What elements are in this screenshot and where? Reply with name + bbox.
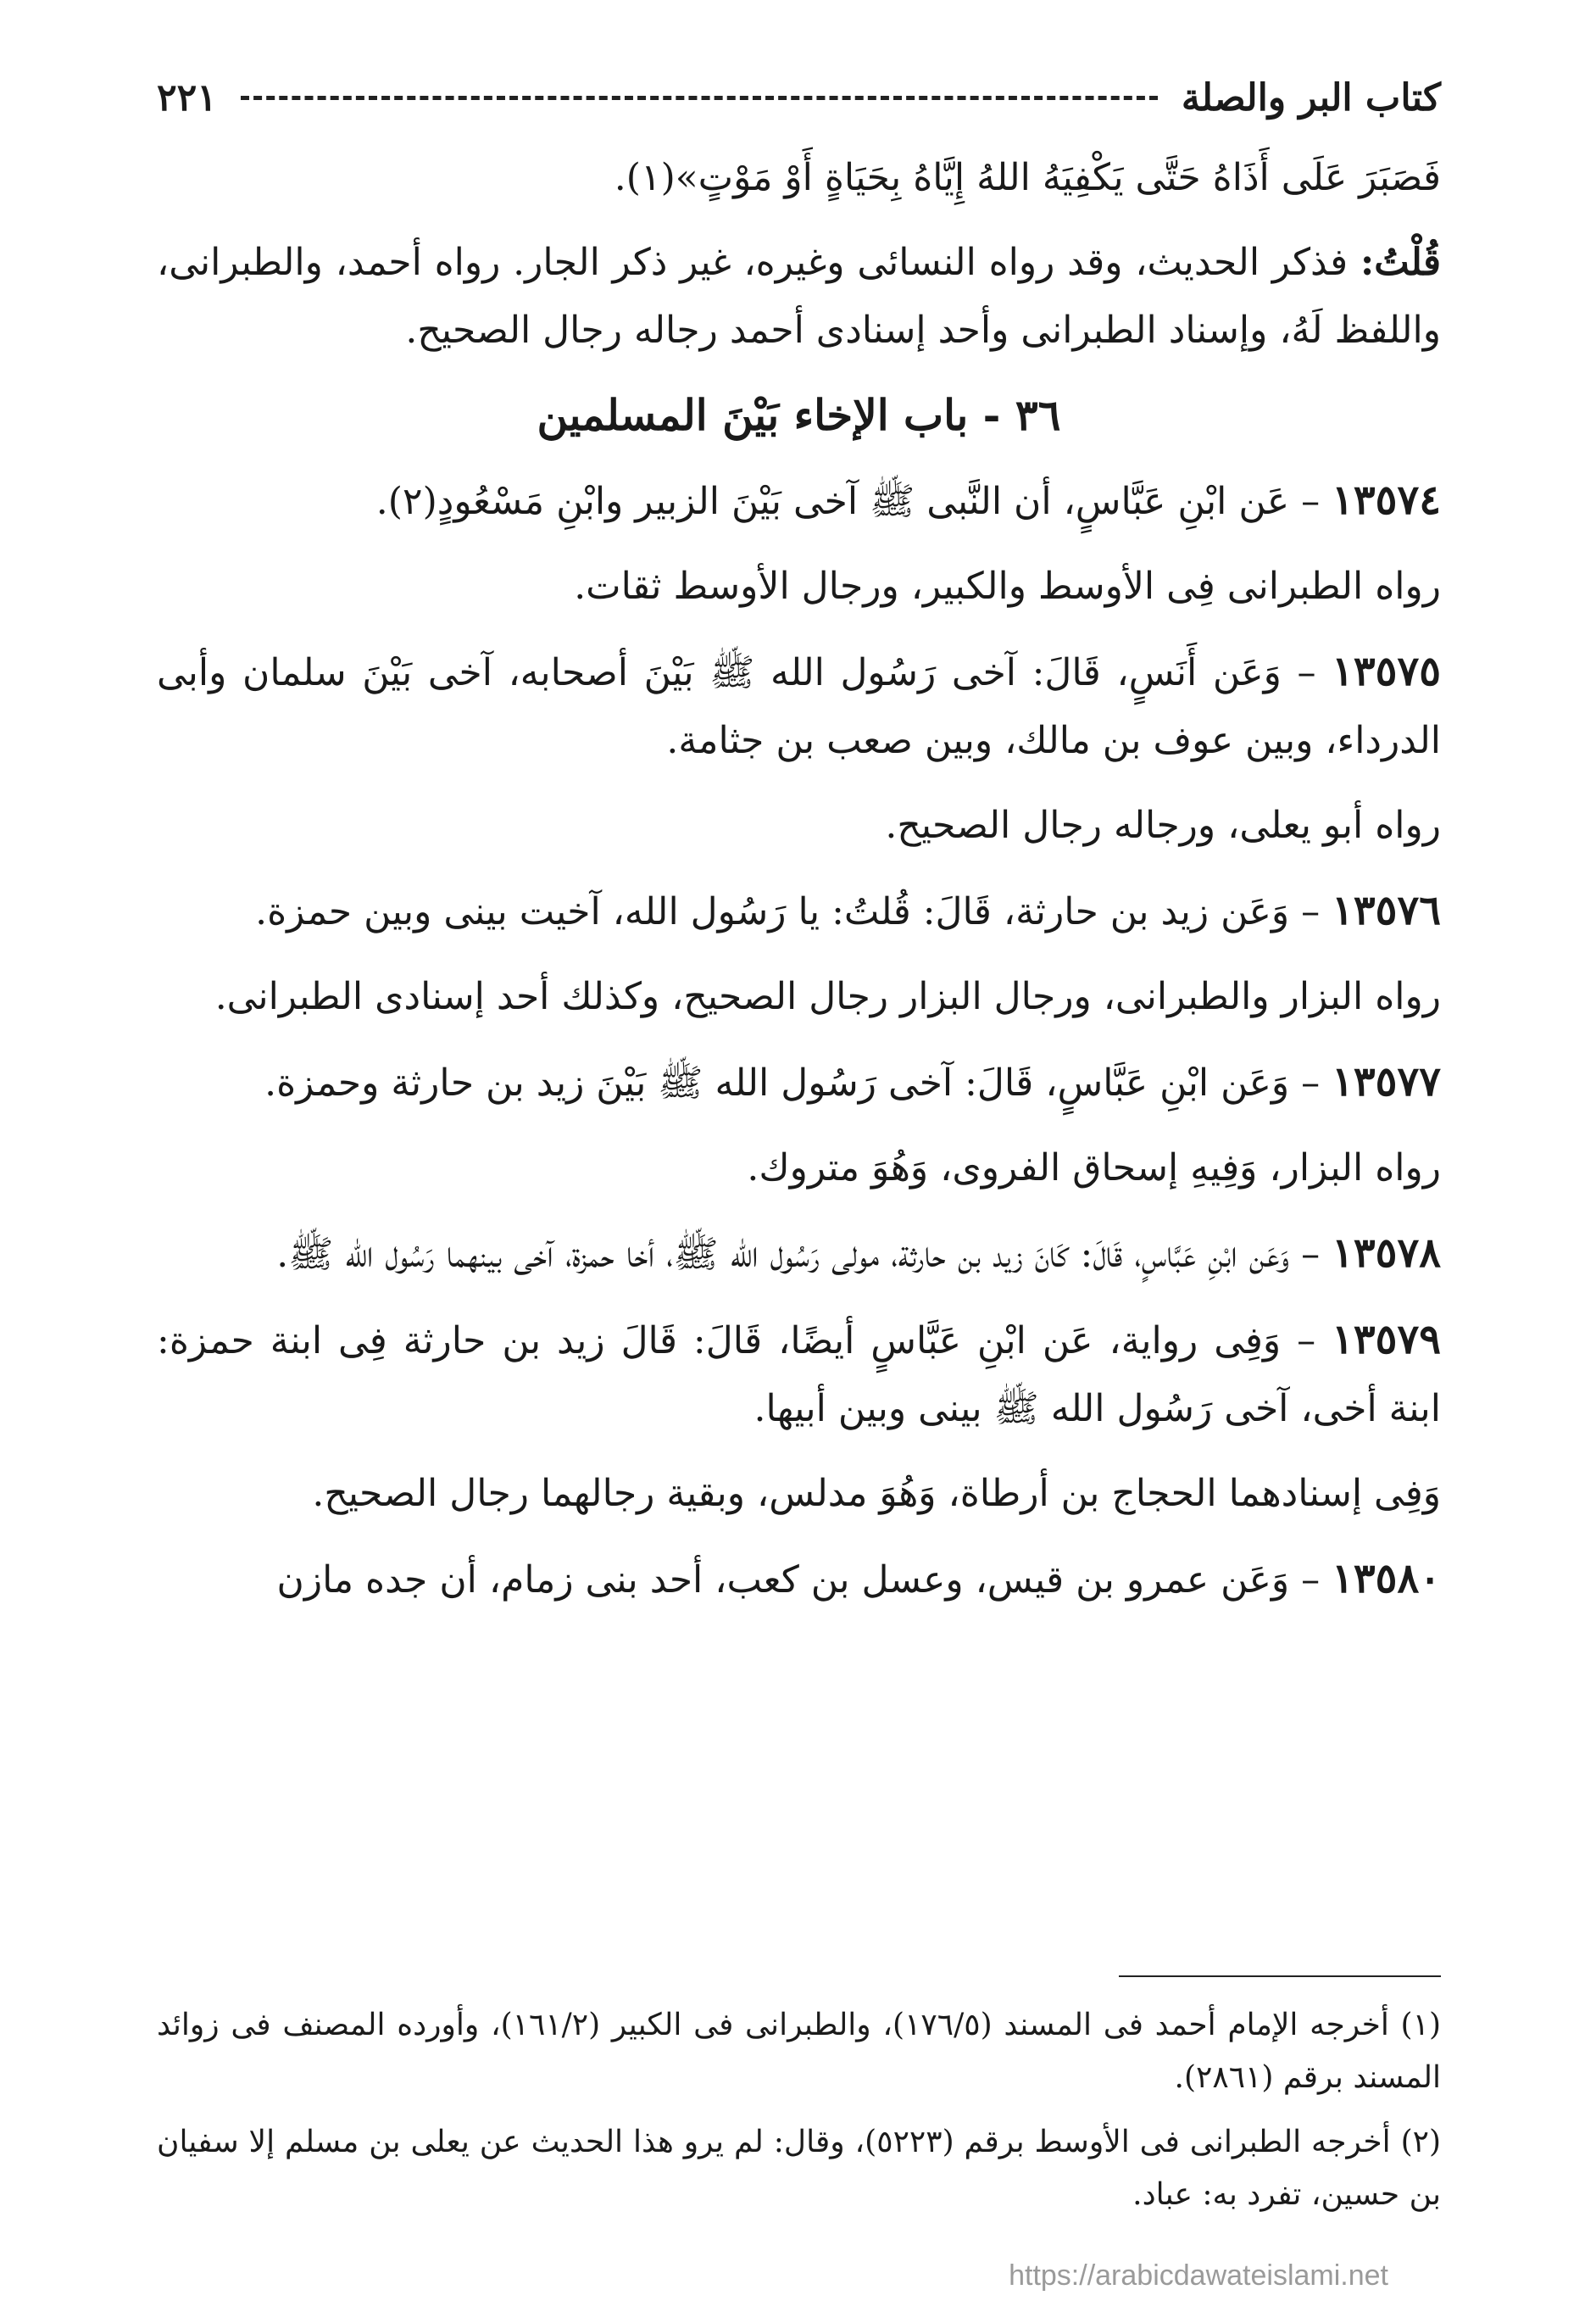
footnotes	[157, 1975, 1441, 2233]
narration-note: وَفِى إسنادهما الحجاج بن أرطاة، وَهُوَ مدلس، وبقية رجالهما رجال الصحيح.	[312, 1472, 1441, 1515]
footnote-1: (١) أخرجه الإمام أحمد فى المسند (١٧٦/٥)، والطبرانى فى الكبير (١٦١/٢)، وأورده المصنف فى زوائد المسند برقم (٢٨٦١).	[157, 2008, 1441, 2095]
hadith-text: – وَعَن ابْنِ عَبَّاسٍ، قَالَ: آخى رَسُول الله ﷺ بَيْنَ زيد بن حارثة وحمزة.	[264, 1061, 1332, 1105]
header-divider	[241, 96, 1158, 100]
narration-note: رواه أبو يعلى، ورجاله رجال الصحيح.	[885, 804, 1441, 847]
text-paragraph: فَصَبَرَ عَلَى أَذَاهُ حَتَّى يَكْفِيَهُ اللهُ إِيَّاهُ بِحَيَاةٍ أَوْ مَوْتٍ»(١).	[614, 156, 1441, 199]
page-header	[157, 59, 1441, 136]
hadith-number: ١٣٥٧٨	[1332, 1229, 1441, 1277]
chapter-heading: ٣٦ - باب الإخاء بَيْنَ المسلمين	[537, 390, 1061, 440]
footnote-rule	[1119, 1975, 1441, 1977]
text-paragraph	[157, 229, 1441, 365]
hadith-13577	[157, 1048, 1441, 1117]
hadith-number: ١٣٥٧٩	[1332, 1316, 1441, 1363]
narration-note: رواه البزار والطبرانى، ورجال البزار رجال الصحيح، وكذلك أحد إسنادى الطبرانى.	[214, 975, 1441, 1018]
hadith-text: – وَعَن ابْنِ عَبَّاسٍ، قَالَ: كَانَ زيد بن حارثة، مولى رَسُول الله ﷺ، أخا حمزة، آخى بينهما رَسُول الله ﷺ.	[276, 1233, 1332, 1276]
hadith-number: ١٣٥٧٧	[1332, 1058, 1441, 1106]
page-body	[157, 144, 1441, 1631]
hadith-number: ١٣٥٨٠	[1332, 1555, 1441, 1602]
hadith-text: – وَفِى رواية، عَن ابْنِ عَبَّاسٍ أيضًا، قَالَ: قَالَ زيد بن حارثة فِى ابنة حمزة: ابنة أخى، آخى رَسُول الله ﷺ بينى وبين أبيها.	[157, 1319, 1441, 1430]
hadith-13580	[157, 1545, 1441, 1614]
footnote-2: (٢) أخرجه الطبرانى فى الأوسط برقم (٥٢٢٣)، وقال: لم يرو هذا الحديث عن يعلى بن مسلم إلا سفيان بن حسين، تفرد به: عباد.	[157, 2125, 1442, 2212]
qultu-label: قُلْتُ:	[1360, 241, 1441, 284]
hadith-text: – عَن ابْنِ عَبَّاسٍ، أن النَّبى ﷺ آخى بَيْنَ الزبير وابْنِ مَسْعُودٍ(٢).	[375, 480, 1332, 523]
hadith-text: – وَعَن زيد بن حارثة، قَالَ: قُلتُ: يا رَسُول الله، آخيت بينى وبين حمزة.	[255, 890, 1332, 933]
watermark-url: https://arabicdawateislami.net	[1009, 2259, 1388, 2292]
hadith-13578	[157, 1219, 1441, 1289]
hadith-number: ١٣٥٧٥	[1332, 648, 1441, 695]
book-title: كتاب البر والصلة	[1181, 75, 1441, 120]
hadith-13579	[157, 1306, 1441, 1443]
hadith-text: – وَعَن عمرو بن قيس، وعسل بن كعب، أحد بنى زمام، أن جده مازن	[276, 1558, 1332, 1602]
hadith-13574	[157, 466, 1441, 536]
paragraph-text: فذكر الحديث، وقد رواه النسائى وغيره، غير ذكر الجار. رواه أحمد، والطبرانى، واللفظ لَهُ، وإسناد الطبرانى وأحد إسنادى أحمد رجاله رجال الصحيح.	[157, 241, 1441, 352]
narration-note: رواه البزار، وَفِيهِ إسحاق الفروى، وَهُوَ متروك.	[747, 1146, 1441, 1189]
hadith-number: ١٣٥٧٦	[1332, 887, 1441, 934]
narration-note: رواه الطبرانى فِى الأوسط والكبير، ورجال الأوسط ثقات.	[574, 565, 1441, 608]
hadith-13576	[157, 877, 1441, 946]
hadith-13575	[157, 638, 1441, 775]
hadith-text: – وَعَن أَنَسٍ، قَالَ: آخى رَسُول الله ﷺ بَيْنَ أصحابه، آخى بَيْنَ سلمان وأبى الدرداء، وبين عوف بن مالك، وبين صعب بن جثامة.	[157, 651, 1441, 762]
hadith-number: ١٣٥٧٤	[1332, 476, 1441, 524]
page-number: ٢٢١	[157, 75, 217, 120]
